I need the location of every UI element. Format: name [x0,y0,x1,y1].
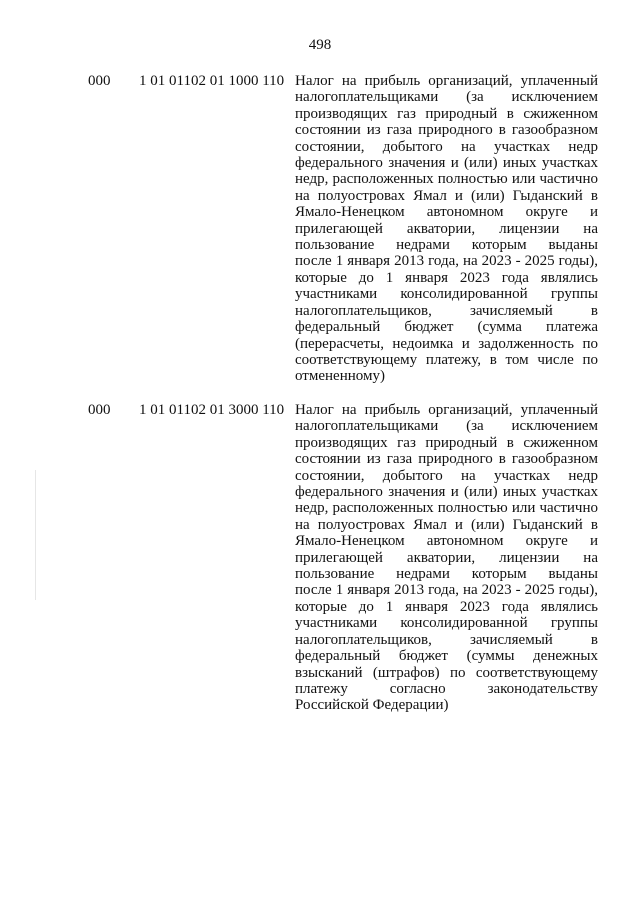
description-line: производящих газ природный в сжиженном [295,434,598,451]
description-line: состоянии, добытого на участках недр [295,138,598,155]
description-line: состоянии, добытого на участках недр [295,467,598,484]
description-line: соответствующему платежу, в том числе по [295,351,598,368]
description-line: на полуостровах Ямал и (или) Гыданский в [295,187,598,204]
description-line: федерального значения и (или) иных участках [295,155,598,172]
description-line: Российской Федерации) [295,697,449,714]
description-line: Ямало-Ненецком автономном округе и [295,533,598,550]
kbk-code: 1 01 01102 01 3000 110 [139,402,285,418]
description-line: состоянии из газа природного в газообразном [295,122,598,139]
description-line: налогоплательщиков, зачисляемый в [295,302,598,319]
description-line: налогоплательщиками (за исключением [295,418,598,435]
description-line: участниками консолидированной группы [295,615,598,632]
row-description [295,73,598,385]
description-line: Налог на прибыль организаций, уплаченный [295,73,598,89]
description-line: платежу согласно законодательству [295,680,598,697]
description-line: налогоплательщиков, зачисляемый в [295,631,598,648]
description-line: состоянии из газа природного в газообразном [295,451,598,468]
page-number: 498 [308,37,332,53]
admin-code: 000 [88,73,111,89]
admin-code: 000 [88,402,111,418]
description-line: участниками консолидированной группы [295,286,598,303]
scan-margin-line [35,470,36,600]
description-line: отмененному) [295,368,385,385]
description-line: которые до 1 января 2023 года являлись [295,598,598,615]
description-line: недр, расположенных полностью или частично [295,171,598,188]
description-line: после 1 января 2013 года, на 2023 - 2025 годы), [295,253,598,270]
description-line: (перерасчеты, недоимка и задолженность по [295,335,598,352]
description-line: налогоплательщиками (за исключением [295,89,598,106]
description-line: пользование недрами которым выданы [295,237,598,254]
description-line: Ямало-Ненецком автономном округе и [295,204,598,221]
description-line: федерального значения и (или) иных участках [295,484,598,501]
description-line: федеральный бюджет (суммы денежных [295,648,598,665]
description-line: после 1 января 2013 года, на 2023 - 2025 годы), [295,582,598,599]
description-line: взысканий (штрафов) по соответствующему [295,664,598,681]
description-line: недр, расположенных полностью или частично [295,500,598,517]
description-line: которые до 1 января 2023 года являлись [295,269,598,286]
row-description [295,402,598,714]
description-line: прилегающей акватории, лицензии на [295,220,598,237]
description-line: прилегающей акватории, лицензии на [295,549,598,566]
description-line: на полуостровах Ямал и (или) Гыданский в [295,516,598,533]
kbk-code: 1 01 01102 01 1000 110 [139,73,285,89]
description-line: Налог на прибыль организаций, уплаченный [295,402,598,418]
description-line: пользование недрами которым выданы [295,566,598,583]
description-line: федеральный бюджет (сумма платежа [295,319,598,336]
description-line: производящих газ природный в сжиженном [295,105,598,122]
